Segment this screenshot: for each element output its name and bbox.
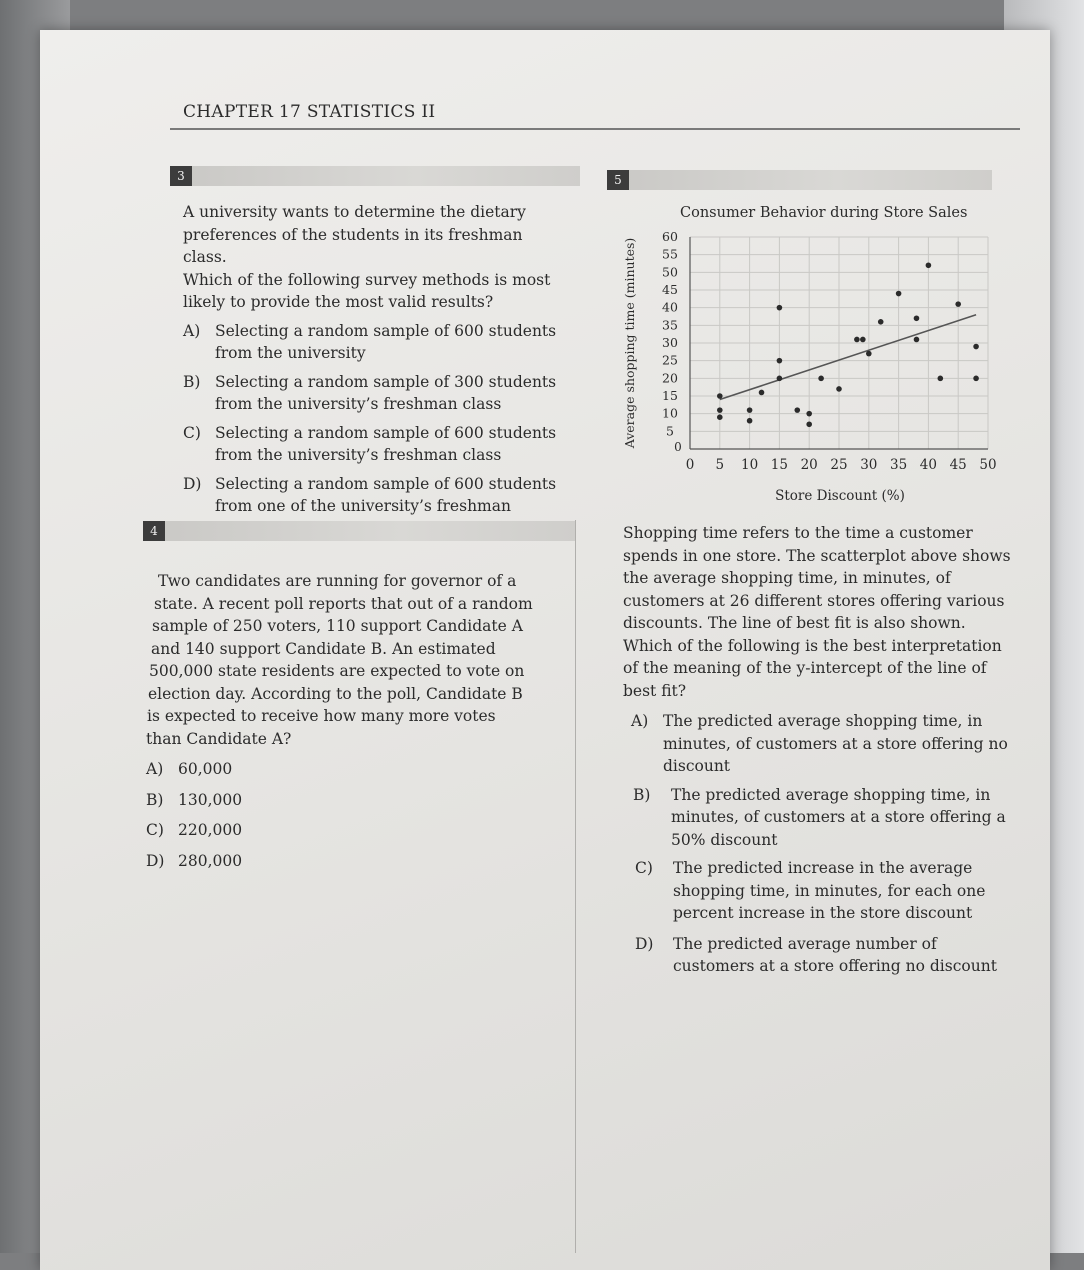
question-3-number: 3 (170, 166, 192, 186)
q5-stem-line: the average shopping time, in minutes, of (623, 569, 951, 587)
scatter-point (896, 291, 902, 297)
best-fit-line (720, 315, 976, 400)
q4-option-c[interactable] (146, 819, 566, 842)
q4-stem-line: election day. According to the poll, Candidate B (148, 684, 523, 703)
scatter-point (794, 407, 800, 413)
y-tick-label: 5 (666, 423, 674, 439)
option-letter: B) (146, 790, 164, 809)
q5-stem-line: Which of the following is the best interpretation (623, 636, 1002, 655)
chart-ticks (662, 229, 997, 473)
option-letter: C) (635, 859, 653, 877)
q4-option-d[interactable] (146, 850, 566, 873)
x-tick-label: 30 (860, 457, 878, 473)
option-text: The predicted increase in the average (673, 859, 973, 877)
option-text: The predicted average shopping time, in (663, 712, 983, 730)
option-text: from one of the university’s freshman (215, 497, 511, 515)
scatter-point (926, 262, 932, 268)
q5-stem-line: Shopping time refers to the time a customer (623, 524, 973, 542)
y-tick-label: 50 (662, 264, 678, 280)
best-fit-line-segment (720, 315, 976, 400)
option-letter: C) (183, 423, 201, 442)
scatter-point (777, 376, 783, 382)
q3-stem-line: likely to provide the most valid results? (183, 293, 494, 311)
option-letter: B) (183, 372, 201, 391)
q3-stem-line: Which of the following survey methods is most (183, 270, 551, 289)
scatter-point (717, 393, 723, 399)
y-tick-label: 0 (674, 440, 682, 454)
q5-stem-line: discounts. The line of best fit is also shown. (623, 614, 966, 632)
q4-stem-line: is expected to receive how many more votes (147, 707, 496, 725)
q5-option-d[interactable] (623, 933, 1028, 978)
q5-option-a[interactable] (623, 710, 1028, 778)
scatter-point (914, 337, 920, 343)
y-tick-label: 30 (662, 335, 678, 350)
chart-grid (690, 237, 988, 449)
option-letter: A) (146, 760, 164, 778)
option-text: 60,000 (178, 760, 233, 778)
y-tick-label: 25 (662, 352, 678, 368)
q4-stem-line: 500,000 state residents are expected to vote on (149, 662, 525, 680)
option-letter: D) (635, 934, 654, 953)
option-letter: B) (633, 785, 651, 804)
y-tick-label: 10 (662, 405, 678, 421)
q3-stem-line: preferences of the students in its freshman class. (183, 225, 523, 266)
x-tick-label: 5 (715, 457, 725, 473)
q3-option-b[interactable] (183, 371, 563, 416)
x-tick-label: 15 (770, 457, 788, 473)
y-tick-label: 45 (662, 282, 678, 297)
option-text: Selecting a random sample of 600 students (215, 423, 557, 442)
option-text: Selecting a random sample of 300 students (215, 372, 557, 391)
option-text: 220,000 (178, 821, 243, 839)
option-text: 50% discount (671, 830, 778, 849)
option-letter: A) (183, 321, 201, 340)
y-tick-label: 40 (662, 299, 678, 315)
x-tick-label: 20 (800, 457, 818, 473)
option-text: minutes, of customers at a store offering no (663, 734, 1008, 753)
y-tick-label: 35 (662, 317, 678, 333)
option-text: from the university’s freshman class (215, 395, 502, 413)
scatter-point (955, 301, 961, 307)
scatter-points (717, 262, 979, 427)
scatter-point (836, 386, 842, 392)
question-3-bar (170, 166, 580, 186)
option-text: customers at a store offering no discount (673, 957, 997, 975)
scatter-point (866, 351, 872, 357)
scatter-point (747, 407, 753, 413)
q5-stem-line: of the meaning of the y-intercept of the line of (623, 659, 987, 677)
scatter-point (777, 358, 783, 364)
q5-stem-line: spends in one store. The scatterplot above shows (623, 546, 1011, 565)
scatter-point (938, 376, 944, 382)
q3-option-c[interactable] (183, 422, 563, 467)
x-tick-label: 50 (979, 457, 997, 473)
option-text: Selecting a random sample of 600 students (215, 474, 557, 493)
option-letter: D) (183, 474, 202, 493)
option-text: The predicted average shopping time, in (671, 785, 991, 804)
scatter-point (878, 319, 884, 325)
scatter-point (747, 418, 753, 424)
option-text: minutes, of customers at a store offering a (671, 808, 1006, 826)
q5-option-c[interactable] (623, 857, 1028, 925)
q4-stem-line: than Candidate A? (146, 729, 292, 748)
x-tick-label: 35 (890, 457, 908, 473)
question-5 (623, 522, 1028, 978)
y-tick-label: 15 (662, 388, 678, 403)
option-text: 280,000 (178, 851, 243, 870)
q4-option-b[interactable] (146, 789, 566, 812)
scatter-point (717, 414, 723, 420)
scatter-point (973, 376, 979, 382)
option-text: shopping time, in minutes, for each one (673, 881, 986, 900)
scatter-point (806, 421, 812, 427)
scatter-point (973, 344, 979, 350)
question-4-number: 4 (143, 521, 165, 541)
q5-stem-line: best fit? (623, 681, 687, 700)
q3-option-a[interactable] (183, 320, 563, 365)
scatter-point (806, 411, 812, 417)
question-3 (183, 201, 563, 540)
q3-stem-line: A university wants to determine the dietary (183, 203, 526, 221)
chapter-header: CHAPTER 17 STATISTICS II (183, 102, 436, 122)
question-5-bar (607, 170, 992, 190)
question-4 (146, 570, 566, 872)
column-divider (575, 520, 576, 1253)
x-tick-label: 25 (830, 457, 848, 473)
q4-option-a[interactable] (146, 758, 566, 781)
x-tick-label: 10 (741, 457, 759, 473)
q4-stem-line: Two candidates are running for governor of a (158, 572, 517, 590)
q4-stem-line: sample of 250 voters, 110 support Candidate A (152, 617, 523, 635)
y-tick-label: 55 (662, 246, 678, 262)
y-tick-label: 20 (662, 370, 678, 386)
scatter-point (818, 376, 824, 382)
scatter-point (854, 337, 860, 343)
x-tick-label: 40 (919, 457, 937, 473)
header-rule (170, 128, 1020, 130)
scatter-point (914, 315, 920, 321)
q5-option-b[interactable] (623, 784, 1028, 852)
option-text: from the university (215, 344, 366, 362)
x-tick-label: 0 (685, 457, 695, 473)
scatterplot (610, 225, 1030, 515)
option-text: discount (663, 757, 731, 775)
option-text: Selecting a random sample of 600 students (215, 321, 557, 340)
option-letter: D) (146, 851, 165, 870)
y-tick-label: 60 (662, 229, 678, 244)
option-text: 130,000 (178, 790, 243, 809)
option-letter: C) (146, 821, 164, 839)
q5-stem-line: customers at 26 different stores offering various (623, 591, 1005, 610)
chart-title: Consumer Behavior during Store Sales (680, 205, 968, 221)
scatter-point (717, 407, 723, 413)
option-text: percent increase in the store discount (673, 904, 973, 922)
x-tick-label: 45 (949, 457, 967, 473)
scatter-point (777, 305, 783, 311)
option-text: The predicted average number of (673, 934, 937, 953)
option-text: from the university’s freshman class (215, 446, 502, 464)
option-letter: A) (631, 712, 649, 730)
question-5-number: 5 (607, 170, 629, 190)
q4-stem-line: and 140 support Candidate B. An estimated (151, 639, 496, 658)
y-axis-label: Average shopping time (minutes) (622, 237, 637, 449)
x-axis-label: Store Discount (%) (775, 488, 905, 504)
q4-stem-line: state. A recent poll reports that out of a random (154, 594, 533, 613)
scatter-point (759, 390, 765, 396)
scatter-point (860, 337, 866, 343)
question-4-bar (143, 521, 575, 541)
